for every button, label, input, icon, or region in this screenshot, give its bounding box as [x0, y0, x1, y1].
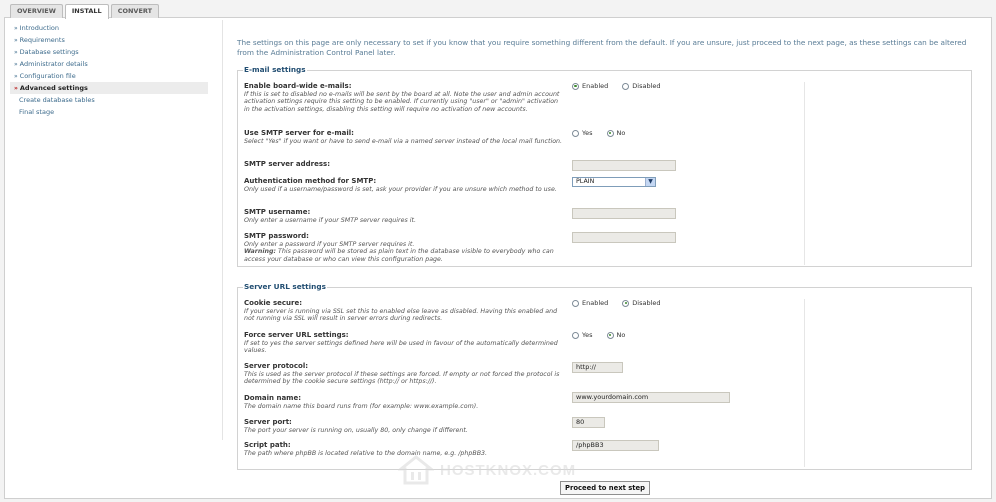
domain-name-input[interactable]: www.yourdomain.com — [572, 392, 730, 403]
domain-title: Domain name: — [244, 394, 302, 402]
email-settings-fieldset — [237, 65, 972, 267]
sidebar-item-administrator-details[interactable] — [10, 58, 208, 70]
smtp-user-desc: Only enter a username if your SMTP server requires it. — [244, 217, 416, 224]
bullet-icon: » — [14, 49, 18, 56]
radio-label: Enabled — [582, 82, 609, 90]
sidebar-item-label: Create database tables — [19, 96, 95, 104]
smtp-use-title: Use SMTP server for e-mail: — [244, 129, 354, 137]
radio-label: No — [616, 331, 626, 339]
domain-desc: The domain name this board runs from (for example: www.example.com). — [244, 403, 479, 410]
cookie-secure-title: Cookie secure: — [244, 299, 303, 307]
column-divider — [804, 82, 805, 265]
sidebar-item-label: Introduction — [19, 24, 60, 32]
tab-overview[interactable]: OVERVIEW — [10, 4, 63, 18]
column-divider — [804, 299, 805, 467]
sidebar-nav — [10, 22, 208, 118]
cookie-secure-disabled-radio[interactable] — [622, 299, 660, 307]
tab-bar — [10, 4, 159, 18]
select-value: PLAIN — [576, 178, 595, 185]
smtp-auth-title: Authentication method for SMTP: — [244, 177, 377, 185]
port-desc: The port your server is running on, usually 80, only change if different. — [244, 427, 468, 434]
force-server-title: Force server URL settings: — [244, 331, 349, 339]
smtp-use-desc: Select "Yes" if you want or have to send e-mail via a named server instead of the local mail function. — [244, 138, 563, 145]
smtp-password-input[interactable] — [572, 232, 676, 243]
cookie-secure-enabled-radio[interactable] — [572, 299, 608, 307]
board-email-disabled-radio[interactable] — [622, 82, 660, 90]
smtp-username-input[interactable] — [572, 208, 676, 219]
radio-label: Disabled — [632, 299, 661, 307]
force-server-yes-radio[interactable] — [572, 331, 593, 339]
sidebar-item-advanced-settings[interactable] — [10, 82, 208, 94]
watermark-text: HOSTKNOX.COM — [440, 461, 577, 479]
warning-label: Warning: — [244, 248, 277, 256]
server-url-legend: Server URL settings — [244, 282, 326, 291]
force-server-desc: If set to yes the server settings defined here will be used in favour of the automatically determined values. — [244, 340, 558, 355]
watermark — [398, 455, 576, 485]
tab-convert[interactable]: CONVERT — [111, 4, 159, 18]
radio-label: Yes — [582, 331, 593, 339]
bullet-icon: » — [14, 85, 18, 92]
radio-label: No — [616, 129, 626, 137]
bullet-icon: » — [14, 73, 18, 80]
smtp-pass-title: SMTP password: — [244, 232, 309, 240]
board-email-title: Enable board-wide e-mails: — [244, 82, 352, 90]
board-email-enabled-radio[interactable] — [572, 82, 608, 90]
tab-install[interactable]: INSTALL — [65, 4, 109, 19]
bullet-icon: » — [14, 25, 18, 32]
radio-label: Yes — [582, 129, 593, 137]
intro-text: The settings on this page are only necessary to set if you know that you require something different from the default. If you are unsure, just proceed to the next page, as these settings can be altered from the Administration Control Panel later. — [237, 38, 967, 57]
sidebar-item-label: Advanced settings — [19, 84, 88, 92]
smtp-auth-select[interactable] — [572, 177, 656, 187]
smtp-host-title: SMTP server address: — [244, 160, 330, 168]
sidebar-item-create-database-tables — [10, 94, 208, 106]
radio-label: Disabled — [632, 82, 661, 90]
smtp-pass-desc: Only enter a password if your SMTP server requires it. — [244, 241, 415, 248]
email-settings-legend: E-mail settings — [244, 65, 306, 74]
sidebar-item-configuration-file[interactable] — [10, 70, 208, 82]
sidebar-item-label: Requirements — [19, 36, 65, 44]
smtp-pass-warning — [244, 248, 564, 263]
script-path-input[interactable]: /phpBB3 — [572, 440, 659, 451]
smtp-user-title: SMTP username: — [244, 208, 311, 216]
smtp-host-input[interactable] — [572, 160, 676, 171]
sidebar-item-label: Configuration file — [19, 72, 76, 80]
smtp-auth-desc: Only used if a username/password is set, ask your provider if you are unsure which method to use. — [244, 186, 557, 193]
sidebar-item-introduction[interactable] — [10, 22, 208, 34]
cookie-secure-desc: If your server is running via SSL set this to enabled else leave as disabled. Having this enabled and not running via SSL will result in server errors during redirects. — [244, 308, 558, 323]
protocol-desc: This is used as the server protocol if these settings are forced. If empty or not forced the protocol is determined by the cookie secure settings (http:// or https://). — [244, 371, 560, 386]
sidebar-divider — [222, 20, 223, 440]
bullet-icon: » — [14, 37, 18, 44]
sidebar-item-label: Database settings — [19, 48, 79, 56]
port-title: Server port: — [244, 418, 292, 426]
proceed-next-step-button[interactable]: Proceed to next step — [560, 481, 650, 495]
hostknox-logo-icon — [398, 455, 434, 485]
script-path-desc: The path where phpBB is located relative to the domain name, e.g. /phpBB3. — [244, 450, 488, 457]
sidebar-item-final-stage — [10, 106, 208, 118]
sidebar-item-label: Final stage — [19, 108, 55, 116]
board-email-desc: If this is set to disabled no e-mails will be sent by the board at all. Note the user and admin account activation settings require this setting to be enabled. If currently using "user" or "admin" activation in the activation settings, disabling this setting will require no activation of new accounts. — [244, 91, 560, 113]
server-protocol-input[interactable]: http:// — [572, 362, 623, 373]
bullet-icon: » — [14, 61, 18, 68]
smtp-use-yes-radio[interactable] — [572, 129, 593, 137]
chevron-down-icon[interactable]: ▼ — [645, 178, 655, 186]
server-url-fieldset — [237, 282, 972, 470]
sidebar-item-database-settings[interactable] — [10, 46, 208, 58]
protocol-title: Server protocol: — [244, 362, 309, 370]
script-path-title: Script path: — [244, 441, 291, 449]
sidebar-item-requirements[interactable] — [10, 34, 208, 46]
smtp-use-no-radio[interactable] — [607, 129, 626, 137]
warning-text: This password will be stored as plain text in the database visible to everybody who can access your database or who can view this configuration page. — [244, 248, 554, 263]
radio-label: Enabled — [582, 299, 609, 307]
server-port-input[interactable]: 80 — [572, 417, 605, 428]
sidebar-item-label: Administrator details — [19, 60, 88, 68]
force-server-no-radio[interactable] — [607, 331, 626, 339]
